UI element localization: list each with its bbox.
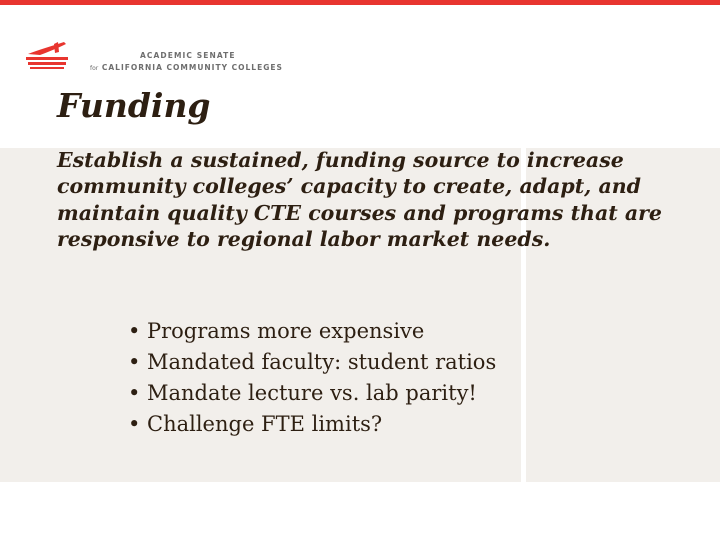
bullet-icon: • xyxy=(128,319,141,343)
bullet-text: Programs more expensive xyxy=(147,319,425,343)
lead-statement: Establish a sustained, funding source to increase community colleges’ capacity to create, adapt, and maintain quality CTE courses and programs that are responsive to regional labor market needs. xyxy=(57,148,662,251)
organization-name xyxy=(90,51,283,72)
org-name-line2 xyxy=(90,63,283,72)
bullet-text: Challenge FTE limits? xyxy=(147,412,383,436)
top-accent-bar xyxy=(0,0,720,5)
org-name-main: CALIFORNIA COMMUNITY COLLEGES xyxy=(101,63,283,72)
org-name-line1: ACADEMIC SENATE xyxy=(140,51,236,60)
list-item xyxy=(128,378,496,409)
org-for-prefix: for xyxy=(90,65,99,72)
bullet-icon: • xyxy=(128,381,141,405)
list-item xyxy=(128,347,496,378)
bullet-list xyxy=(128,316,496,440)
bullet-text: Mandated faculty: student ratios xyxy=(147,350,497,374)
bullet-icon: • xyxy=(128,350,141,374)
bullet-text: Mandate lecture vs. lab parity! xyxy=(147,381,477,405)
list-item xyxy=(128,409,496,440)
bullet-icon: • xyxy=(128,412,141,436)
slide-title: Funding xyxy=(57,86,211,125)
list-item xyxy=(128,316,496,347)
senate-building-icon xyxy=(24,40,72,72)
